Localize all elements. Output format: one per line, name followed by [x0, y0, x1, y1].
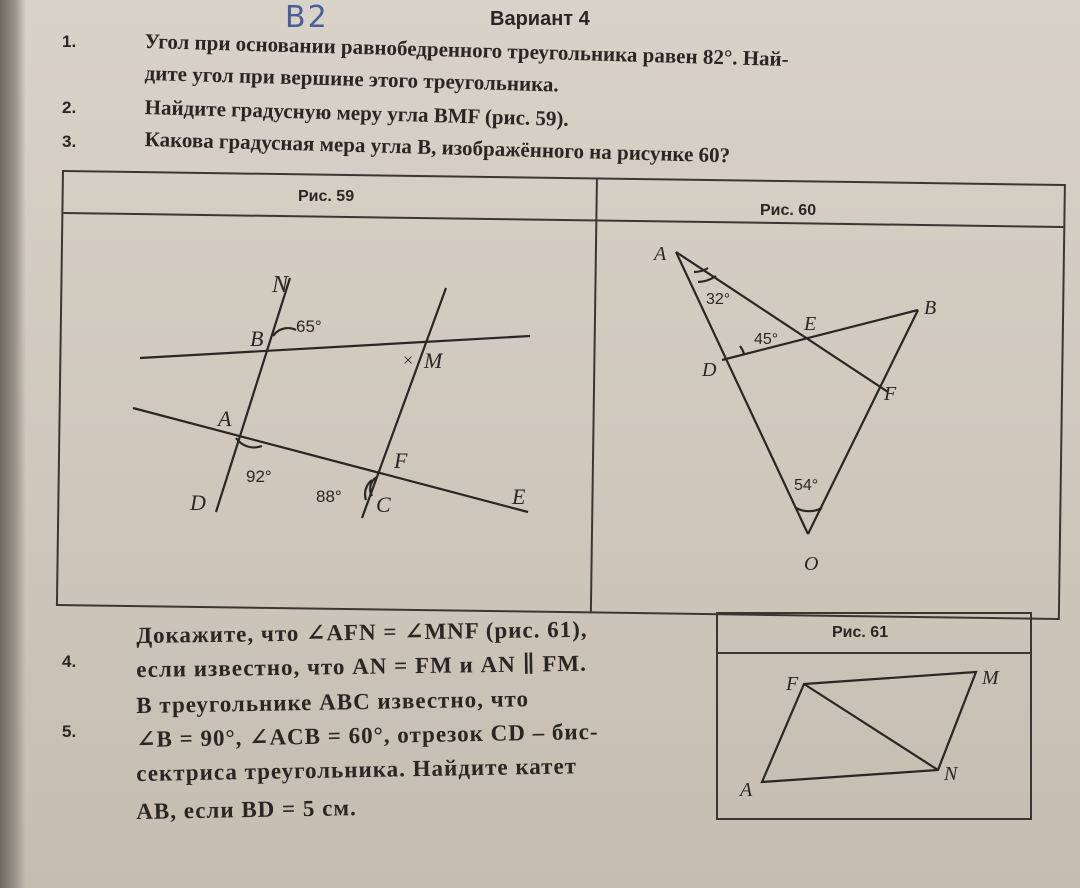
fig60-label-d: D — [702, 359, 717, 381]
fig60-angle-45: 45° — [754, 331, 779, 348]
fig59-label-d: D — [190, 490, 206, 515]
fig59-title: Рис. 59 — [298, 188, 355, 205]
fig59-line-mfc — [362, 288, 446, 518]
handwritten-mark: В2 — [285, 0, 329, 35]
fig59-label-n: N — [272, 272, 289, 298]
fig59-angle-92: 92° — [246, 467, 272, 486]
fig59-label-m: M — [424, 348, 443, 373]
task-5-number: 5. — [62, 722, 77, 741]
fig60-angle-32: 32° — [706, 291, 731, 308]
fig60-label-b: B — [924, 297, 937, 319]
fig61-label-n: N — [944, 763, 958, 785]
fig60-arc-45 — [740, 346, 744, 354]
fig59-mark-x: × — [403, 350, 414, 370]
fig60-angle-54: 54° — [794, 477, 819, 494]
fig61-label-m: M — [982, 667, 999, 689]
figure-box-61 — [716, 612, 1032, 820]
task-2-number: 2. — [62, 98, 77, 117]
task-4-line-1: Докажите, что ∠AFN = ∠MNF (рис. 61), — [136, 616, 588, 648]
fig60-label-e: E — [804, 313, 817, 335]
fig59-arc-65 — [273, 328, 296, 336]
fig59-line-bm — [140, 336, 530, 358]
task-3-number: 3. — [62, 132, 77, 151]
task-5-line-1: В треугольнике ABC известно, что — [136, 686, 530, 718]
fig60-label-o: O — [804, 553, 819, 575]
task-1-line-2: дите угол при вершине этого треугольника. — [144, 61, 559, 97]
task-1-number: 1. — [62, 32, 77, 51]
fig59-label-a: A — [218, 406, 232, 431]
task-4-number: 4. — [62, 652, 77, 671]
fig59-angle-88: 88° — [316, 487, 342, 506]
fig61-title: Рис. 61 — [832, 624, 889, 641]
fig60-title: Рис. 60 — [760, 202, 817, 219]
fig59-angle-65: 65° — [296, 317, 322, 336]
variant-title: Вариант 4 — [490, 8, 590, 30]
task-4-line-2: если известно, что AN = FM и AN ∥ FM. — [136, 650, 588, 682]
task-5-line-4: AB, если BD = 5 см. — [136, 795, 357, 824]
fig59-label-f: F — [394, 448, 408, 473]
task-1-line-1: Угол при основании равнобедренного треугольника равен 82°. Най- — [144, 29, 790, 71]
task-2-text: Найдите градусную меру угла BMF (рис. 59). — [144, 95, 570, 131]
fig60-arc-54 — [796, 508, 822, 511]
fig60-label-f: F — [884, 383, 897, 405]
fig60-line-db — [722, 310, 918, 360]
fig59-label-b: B — [250, 326, 264, 351]
task-3-text: Какова градусная мера угла B, изображённого на рисунке 60? — [144, 127, 731, 168]
task-5-line-2: ∠B = 90°, ∠ACB = 60°, отрезок CD – бис- — [136, 718, 599, 752]
fig59-label-e: E — [512, 484, 526, 509]
fig61-label-f: F — [786, 673, 799, 695]
fig61-label-a: A — [740, 779, 753, 801]
fig60-line-ob — [808, 310, 918, 534]
fig60-label-a: A — [654, 243, 667, 265]
task-5-line-3: сектриса треугольника. Найдите катет — [136, 753, 578, 786]
fig59-label-c: C — [376, 492, 391, 517]
